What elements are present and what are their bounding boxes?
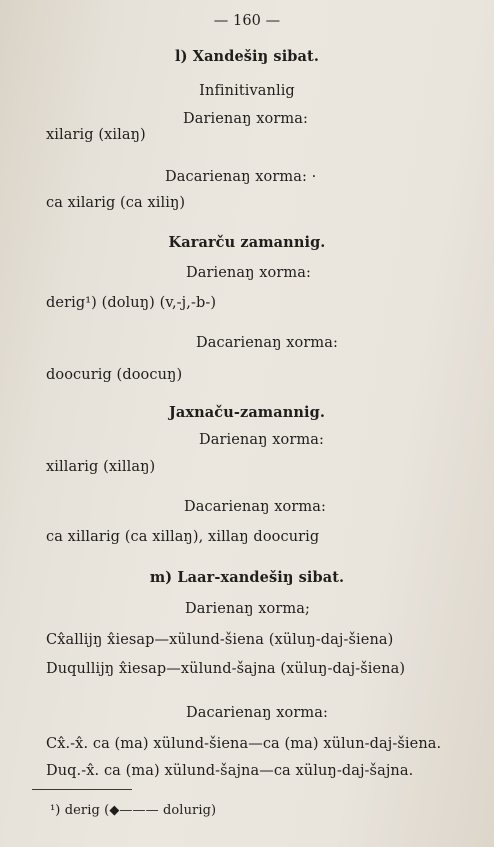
affirmative-form-label-3: Darienaŋ xorma: [199, 432, 324, 448]
example-line-3: derig¹) (doluŋ) (v,-j,-b-) [46, 295, 217, 311]
future-tense-heading: Kararču zamannig. [168, 234, 326, 251]
example-line-4: doocurig (doocuŋ) [46, 367, 183, 383]
present-tense-heading: Jaxnaču-zamannig. [168, 404, 326, 421]
page-number: — 160 — [213, 13, 281, 29]
section-heading-l: l) Xandešiŋ sibat. [175, 48, 319, 65]
example-line-6: ca xillarig (ca xillaŋ), xillaŋ doocurig [46, 529, 320, 545]
affirmative-form-label-2: Darienaŋ xorma: [186, 265, 311, 281]
example-line-8: Duqulliјŋ x̂iesap—xülund-šajna (xüluŋ-daj-šiena) [46, 661, 406, 677]
negative-form-label-1: Dacarienaŋ xorma: · [165, 169, 317, 185]
example-line-10: Duq.-x̂. ca (ma) xülund-šajna—ca xüluŋ-daj-šajna. [46, 763, 414, 779]
infinitive-heading: Infinitivanlig [199, 83, 295, 99]
negative-form-label-2: Dacarienaŋ xorma: [196, 335, 338, 351]
example-line-2: ca xilarig (ca xiliŋ) [46, 195, 186, 211]
footnote-divider [32, 789, 132, 790]
affirmative-form-label-4: Darienaŋ xorma; [185, 601, 310, 617]
example-line-1: xilarig (xilaŋ) [46, 127, 146, 143]
example-line-9: Cx̂.-x̂. ca (ma) xülund-šiena—ca (ma) xülun-daj-šiena. [46, 736, 442, 752]
negative-form-label-3: Dacarienaŋ xorma: [184, 499, 326, 515]
section-heading-m: m) Laar-xandešiŋ sibat. [149, 569, 345, 586]
example-line-5: xillarig (xillaŋ) [46, 459, 156, 475]
negative-form-label-4: Dacarienaŋ xorma: [186, 705, 328, 721]
example-line-7: Cx̂alliјŋ x̂iesap—xülund-šiena (xüluŋ-daj-šiena) [46, 632, 394, 648]
footnote: ¹) derig (◆——— dolurig) [50, 803, 217, 818]
affirmative-form-label-1: Darienaŋ xorma: [183, 111, 308, 127]
